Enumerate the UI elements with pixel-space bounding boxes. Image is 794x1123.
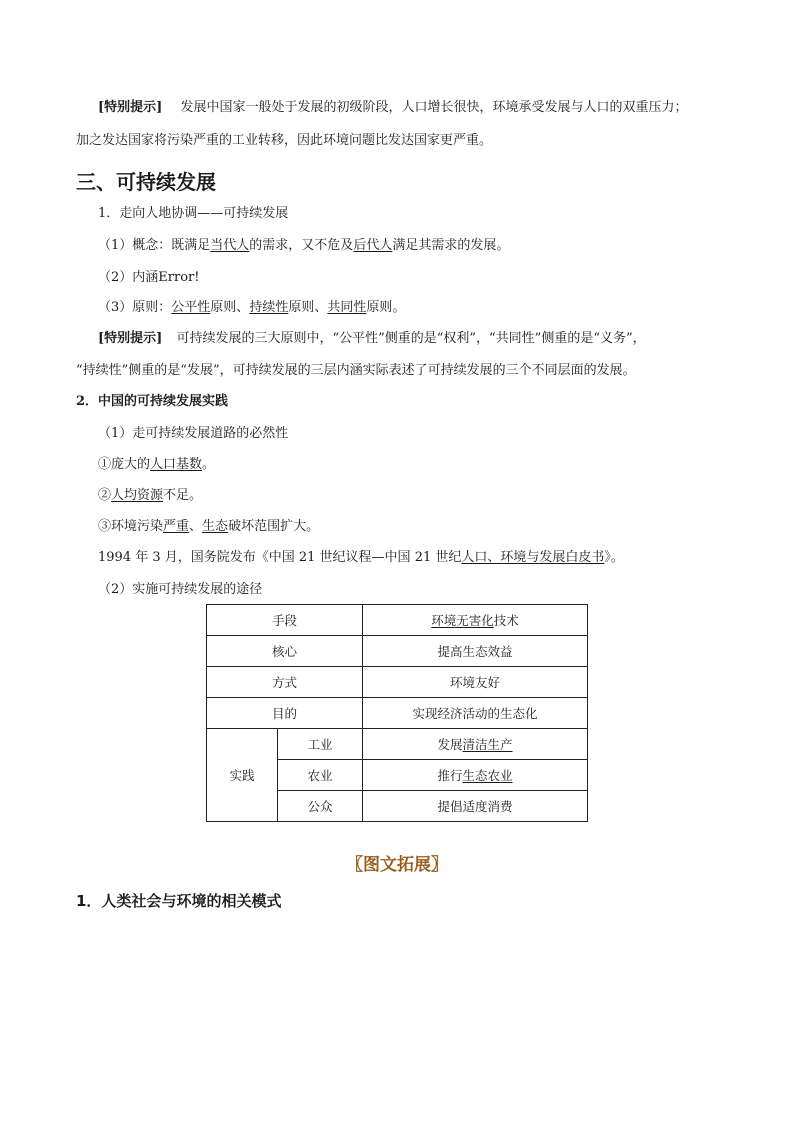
item-suffix: 破坏范围扩大。 — [228, 519, 320, 534]
table-value: 环境友好 — [363, 667, 588, 698]
concept-mid: 的需求，又不危及 — [249, 238, 354, 253]
concept-line — [98, 236, 509, 256]
ways-title: （2）实施可持续发展的途径 — [98, 582, 263, 597]
subsection-title-2: 2．中国的可持续发展实践 — [76, 394, 229, 409]
agenda-prefix: 1994 年 3 月，国务院发布《中国 21 世纪议程—中国 21 世纪 — [98, 550, 462, 565]
principle-line — [98, 298, 405, 318]
table-key: 手段 — [207, 605, 363, 636]
subsection-title-1: 1．走向人地协调——可持续发展 — [98, 206, 289, 221]
connotation-line: （2）内涵Error! — [98, 270, 200, 285]
tip-paragraph-2-cont: “持续性”侧重的是“发展”，可持续发展的三层内涵实际表述了可持续发展的三个不同层面的发展。 — [76, 363, 636, 378]
concept-underline-2: 后代人 — [353, 238, 393, 253]
agenda-underline: 人口、环境与发展白皮书 — [461, 550, 605, 565]
table-subkey: 公众 — [278, 791, 363, 822]
principle-text-2: 原则、 — [288, 300, 328, 315]
item-prefix: ①庞大的 — [98, 457, 151, 472]
table-value — [363, 729, 588, 760]
table-key: 核心 — [207, 636, 363, 667]
table-row — [207, 605, 588, 636]
tip-label: [特别提示] — [98, 331, 163, 346]
table-value: 提高生态效益 — [363, 636, 588, 667]
table-value-underline: 清洁生产 — [462, 737, 513, 752]
table-value — [363, 760, 588, 791]
item-suffix: 不足。 — [163, 488, 203, 503]
necessity-item-3 — [98, 517, 319, 537]
item-underline: 人口基数 — [150, 457, 203, 472]
agenda-line — [98, 548, 624, 568]
tip-text: 发展中国家一般处于发展的初级阶段，人口增长很快，环境承受发展与人口的双重压力； — [180, 100, 688, 115]
table-row — [207, 729, 588, 760]
item-prefix: ③环境污染 — [98, 519, 164, 534]
principle-underline-2: 持续性 — [249, 300, 289, 315]
necessity-item-2 — [98, 486, 202, 506]
concept-suffix: 满足其需求的发展。 — [392, 238, 510, 253]
item-underline-2: 生态 — [202, 519, 229, 534]
table-subkey: 工业 — [278, 729, 363, 760]
concept-prefix: （1）概念：既满足 — [98, 238, 211, 253]
tip-text: 可持续发展的三大原则中，“公平性”侧重的是“权利”，“共同性”侧重的是“义务”， — [176, 331, 646, 346]
principle-text-1: 原则、 — [210, 300, 250, 315]
table-value — [363, 605, 588, 636]
ways-table — [206, 604, 588, 822]
table-key: 方式 — [207, 667, 363, 698]
tip-paragraph-1-cont: 加之发达国家将污染严重的工业转移，因此环境问题比发达国家更严重。 — [76, 133, 493, 148]
table-value-suffix: 技术 — [493, 613, 519, 628]
tip-label: [特别提示] — [98, 100, 163, 115]
principle-text-3: 原则。 — [366, 300, 406, 315]
principle-underline-1: 公平性 — [171, 300, 211, 315]
table-key: 目的 — [207, 698, 363, 729]
item-underline: 人均资源 — [111, 488, 164, 503]
table-value-prefix: 发展 — [437, 737, 463, 752]
table-value: 提倡适度消费 — [363, 791, 588, 822]
table-value-underline: 环境无害化 — [431, 613, 494, 628]
item-prefix: ② — [98, 488, 112, 503]
table-row — [207, 667, 588, 698]
table-row — [207, 698, 588, 729]
item-mid: 、 — [189, 519, 203, 534]
tip-paragraph-2 — [98, 329, 646, 349]
item-underline-1: 严重 — [163, 519, 190, 534]
tip-paragraph-1 — [98, 98, 687, 118]
concept-underline-1: 当代人 — [210, 238, 250, 253]
principle-underline-3: 共同性 — [327, 300, 367, 315]
table-value-prefix: 推行 — [437, 768, 463, 783]
table-subkey: 农业 — [278, 760, 363, 791]
table-practice-key: 实践 — [207, 729, 278, 822]
extension-heading: 〖图文拓展〗 — [346, 855, 448, 875]
necessity-title: （1）走可持续发展道路的必然性 — [98, 426, 289, 441]
necessity-item-1 — [98, 455, 215, 475]
table-value: 实现经济活动的生态化 — [363, 698, 588, 729]
table-value-underline: 生态农业 — [462, 768, 513, 783]
agenda-suffix: 》。 — [604, 550, 624, 565]
extension-item-title: 1．人类社会与环境的相关模式 — [76, 892, 282, 910]
table-row — [207, 636, 588, 667]
principle-prefix: （3）原则： — [98, 300, 172, 315]
section-title: 三、可持续发展 — [76, 170, 216, 194]
item-suffix: 。 — [202, 457, 216, 472]
